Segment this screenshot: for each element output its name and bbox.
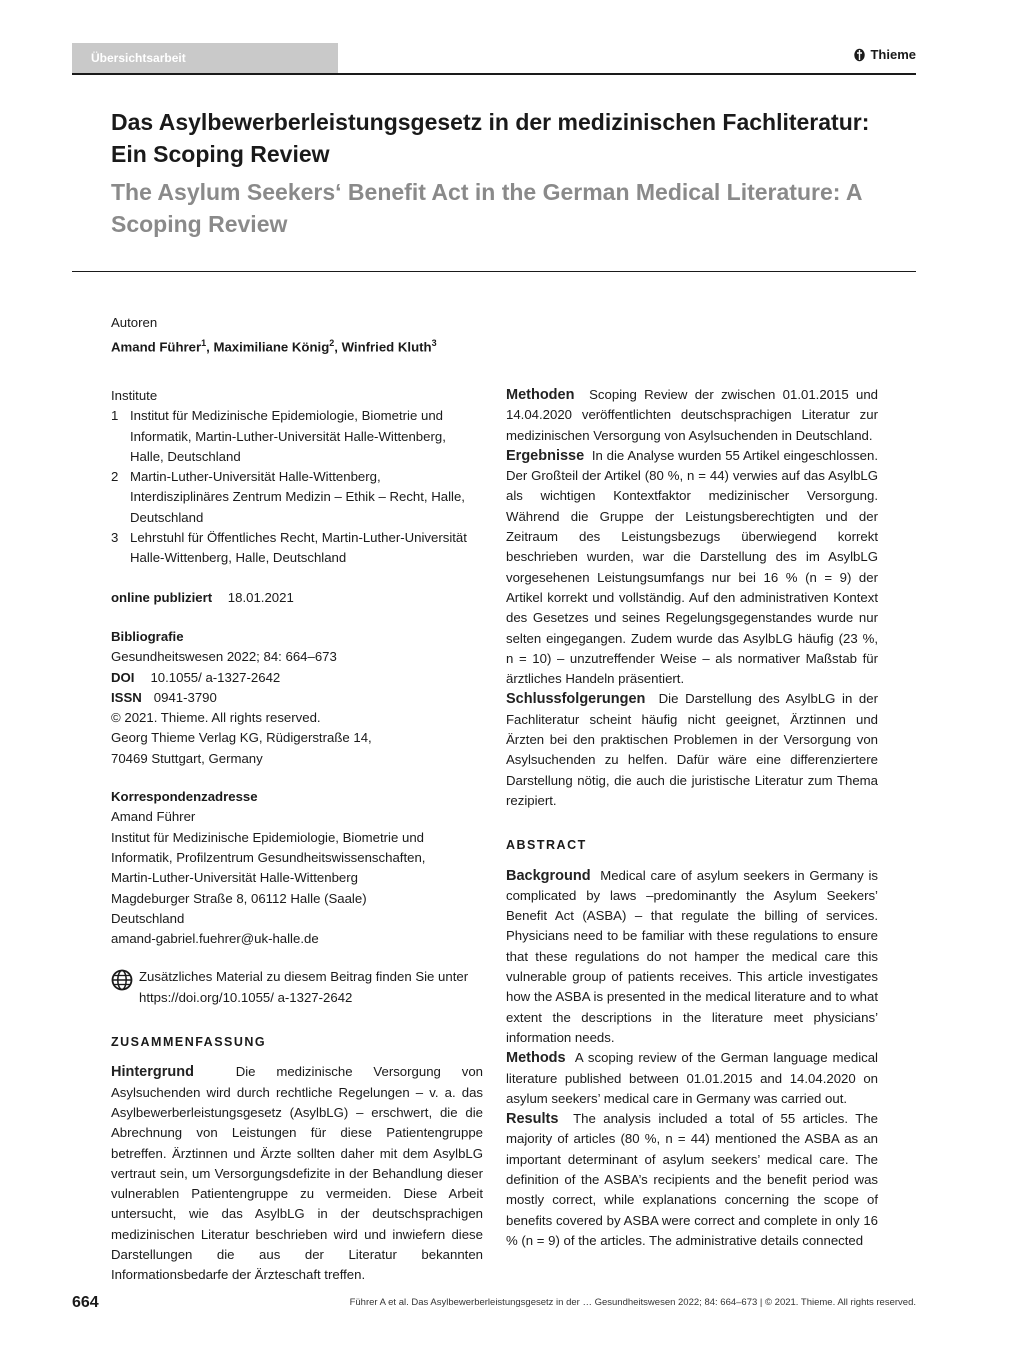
institute-text: Martin-Luther-Universität Halle-Wittenberg, Interdisziplinäres Zentrum Medizin – Ethik – Recht, Halle, Deutschland bbox=[130, 469, 465, 525]
thieme-logo-icon bbox=[853, 48, 866, 62]
institute-text: Lehrstuhl für Öffentliches Recht, Martin-Luther-Universität Halle-Wittenberg, Halle, Deutschland bbox=[130, 530, 467, 566]
doi-label: DOI bbox=[111, 669, 135, 685]
correspondence-line: Magdeburger Straße 8, 06112 Halle (Saale) bbox=[111, 890, 367, 906]
schluss-paragraph bbox=[506, 689, 878, 811]
correspondence-line: Amand Führer bbox=[111, 809, 196, 825]
hintergrund-label: Hintergrund bbox=[111, 1064, 194, 1081]
institute-number: 2 bbox=[111, 469, 119, 485]
bibliography-block bbox=[111, 627, 483, 769]
author-affiliation: 2 bbox=[329, 338, 335, 349]
correspondence-line: Deutschland bbox=[111, 910, 185, 926]
background-paragraph bbox=[506, 866, 878, 1049]
correspondence-block bbox=[111, 787, 483, 949]
schluss-label: Schlussfolgerungen bbox=[506, 691, 646, 708]
methods-label: Methods bbox=[506, 1050, 566, 1067]
schluss-text: Die Darstellung des AsylbLG in der Fachliteratur scheint häufig nicht geeignet, Ärztinnen und Ärzten bei den praktischen Problemen in der Versorgung von Asylsuchenden zu helfen. Dafür wäre eine differenziertere Darstellung nötig, die auch die juristische Literatur zum Thema rezipiert. bbox=[506, 691, 878, 808]
header-rule bbox=[72, 73, 916, 75]
published-date: 18.01.2021 bbox=[227, 589, 294, 605]
author-name: Winfried Kluth bbox=[341, 339, 432, 355]
title-german: Das Asylbewerberleistungsgesetz in der medizinischen Fachliteratur: Ein Scoping Review bbox=[111, 109, 870, 167]
publisher-name: Thieme bbox=[870, 47, 916, 62]
institute-item bbox=[111, 406, 483, 467]
institutes-label: Institute bbox=[111, 388, 158, 403]
background-label: Background bbox=[506, 867, 591, 884]
results-text: The analysis included a total of 55 articles. The majority of articles (80 %, n = 44) mentioned the ASBA as an important determinant of asylum seekers’ medical care. The definition of the ASBA’s recipients and the benefit period was mostly correct, while explanations concerning the scope of benefits covered by ASBA were correct and complete in only 16 % (n = 9) of the articles. The administrative details connected bbox=[506, 1111, 879, 1248]
correspondence-email[interactable]: amand-gabriel.fuehrer@uk-halle.de bbox=[111, 931, 319, 947]
hintergrund-text: Die medizinische Versorgung von Asylsuchenden wird durch rechtliche Regelungen – v. a. das Asylbewerberleistungsgesetz (AsylbLG) – erschwert, die die Abrechnung von Leistungen für diese Patientengruppe betreffen. Ärztinnen und Ärzte sollten daher mit dem AsylbLG vertraut sein, um Versorgungsdefizite in der Behandlung dieser vulnerablen Patientengruppe zu vermeiden. Diese Arbeit untersucht, wie das AsylbLG in der deutschsprachigen medizinischen Literatur beschrieben wird und inwiefern diese Darstellungen die aus der Literatur bekannten Informationsbedarfe der Ärzteschaft treffen. bbox=[111, 1064, 483, 1283]
doi-value[interactable]: 10.1055/ a-1327-2642 bbox=[150, 669, 281, 685]
institute-text: Institut für Medizinische Epidemiologie, Biometrie und Informatik, Martin-Luther-Universität Halle-Wittenberg, Halle, Deutschland bbox=[130, 408, 446, 464]
methoden-label: Methoden bbox=[506, 387, 575, 403]
supplement-note bbox=[111, 967, 483, 1008]
globe-icon bbox=[111, 969, 133, 991]
institute-number: 1 bbox=[111, 408, 119, 424]
published-label: online publiziert bbox=[111, 589, 213, 605]
zusammenfassung-heading: ZUSAMMENFASSUNG bbox=[111, 1035, 267, 1050]
methods-paragraph bbox=[506, 1048, 878, 1109]
publisher-address: Georg Thieme Verlag KG, Rüdigerstraße 14, bbox=[111, 730, 372, 746]
publisher-logo bbox=[853, 47, 916, 62]
author-affiliation: 1 bbox=[201, 338, 207, 349]
publisher-address: 70469 Stuttgart, Germany bbox=[111, 750, 263, 766]
left-column bbox=[111, 386, 483, 1286]
title-rule bbox=[72, 271, 916, 272]
correspondence-line: Martin-Luther-Universität Halle-Wittenberg bbox=[111, 870, 358, 886]
author-list: Amand Führer$^1$, Maximiliane König$^2$, Winfried Kluth$^3$ bbox=[111, 338, 437, 355]
abstract-heading: ABSTRACT bbox=[506, 838, 587, 853]
authors-label: Autoren bbox=[111, 315, 158, 330]
author-affiliation: 3 bbox=[431, 338, 437, 349]
bibliography-journal: Gesundheitswesen 2022; 84: 664–673 bbox=[111, 649, 337, 665]
supplement-text[interactable]: Zusätzliches Material zu diesem Beitrag finden Sie unter https://doi.org/10.1055/ a-1327-2642 bbox=[139, 969, 469, 1005]
title-english: The Asylum Seekers‘ Benefit Act in the German Medical Literature: A Scoping Review bbox=[111, 179, 862, 237]
author-name: Maximiliane König bbox=[213, 339, 330, 355]
correspondence-line: Institut für Medizinische Epidemiologie, Biometrie und bbox=[111, 829, 424, 845]
bibliography-label: Bibliografie bbox=[111, 628, 184, 644]
correspondence-line: Informatik, Profilzentrum Gesundheitswissenschaften, bbox=[111, 849, 426, 865]
hintergrund-paragraph bbox=[111, 1062, 483, 1285]
issn-label: ISSN bbox=[111, 689, 142, 705]
results-label: Results bbox=[506, 1111, 559, 1128]
page-number: 664 bbox=[72, 1294, 99, 1311]
methoden-paragraph bbox=[506, 385, 878, 446]
copyright-line: © 2021. Thieme. All rights reserved. bbox=[111, 710, 321, 726]
methods-text: A scoping review of the German language medical literature published between 01.01.2015 and 14.04.2020 on asylum seekers’ medical care in Germany was carried out. bbox=[506, 1050, 878, 1106]
published-line bbox=[111, 588, 483, 608]
ergebnisse-paragraph bbox=[506, 446, 878, 690]
section-label: Übersichtsarbeit bbox=[72, 43, 338, 74]
institute-number: 3 bbox=[111, 530, 119, 546]
results-paragraph bbox=[506, 1109, 878, 1251]
ergebnisse-label: Ergebnisse bbox=[506, 447, 585, 464]
methoden-text: Scoping Review der zwischen 01.01.2015 und 14.04.2020 veröffentlichten deutschsprachigen Literatur zur medizinischen Versorgung von Asylsuchenden in Deutschland. bbox=[506, 387, 878, 443]
background-text: Medical care of asylum seekers in Germany is complicated by laws –predominantly the Asylum Seekers’ Benefit Act (ASBA) – that regulate the billing of services. Physicians need to be familiar with these regulations to ensure that these regulations do not hamper the medical care this vulnerable group of patients receives. This article investigates how the ASBA is presented in the medical literature and to what extent the descriptions in the literature meet physicians’ information needs. bbox=[506, 867, 878, 1045]
footer-citation: Führer A et al. Das Asylbewerberleistungsgesetz in der … Gesundheitswesen 2022; 84: 664–673 | © 2021. Thieme. All rights reserved. bbox=[349, 1297, 916, 1308]
author-name: Amand Führer bbox=[111, 339, 202, 355]
correspondence-label: Korrespondenzadresse bbox=[111, 789, 258, 805]
institute-item bbox=[111, 528, 483, 569]
issn-value: 0941-3790 bbox=[153, 689, 217, 705]
ergebnisse-text: In die Analyse wurden 55 Artikel eingeschlossen. Der Großteil der Artikel (80 %, n = 44) verwies auf das AsylbLG als wichtigen Kontextfaktor medizinischer Versorgung. Während die Gruppe der Leistungsberechtigten und der Zeitraum des Leistungsbezugs überwiegend korrekt beschrieben wurden, war die Darstellung des im AsylbLG vorgesehenen Leistungsumfangs nur bei 16 % (n = 9) der Artikel korrekt und vollständig. Auf den administrativen Kontext des Gesetzes und seines Regelungsgegenstandes wurde nur selten eingegangen. Zudem wurde das AsylbLG häufig (23 %, n = 10) – unzutreffender Weise – als normativer Maßstab für ärztliches Handeln präsentiert. bbox=[506, 447, 879, 687]
institute-item bbox=[111, 467, 483, 528]
authors-block bbox=[111, 313, 511, 358]
right-column bbox=[506, 385, 878, 1251]
